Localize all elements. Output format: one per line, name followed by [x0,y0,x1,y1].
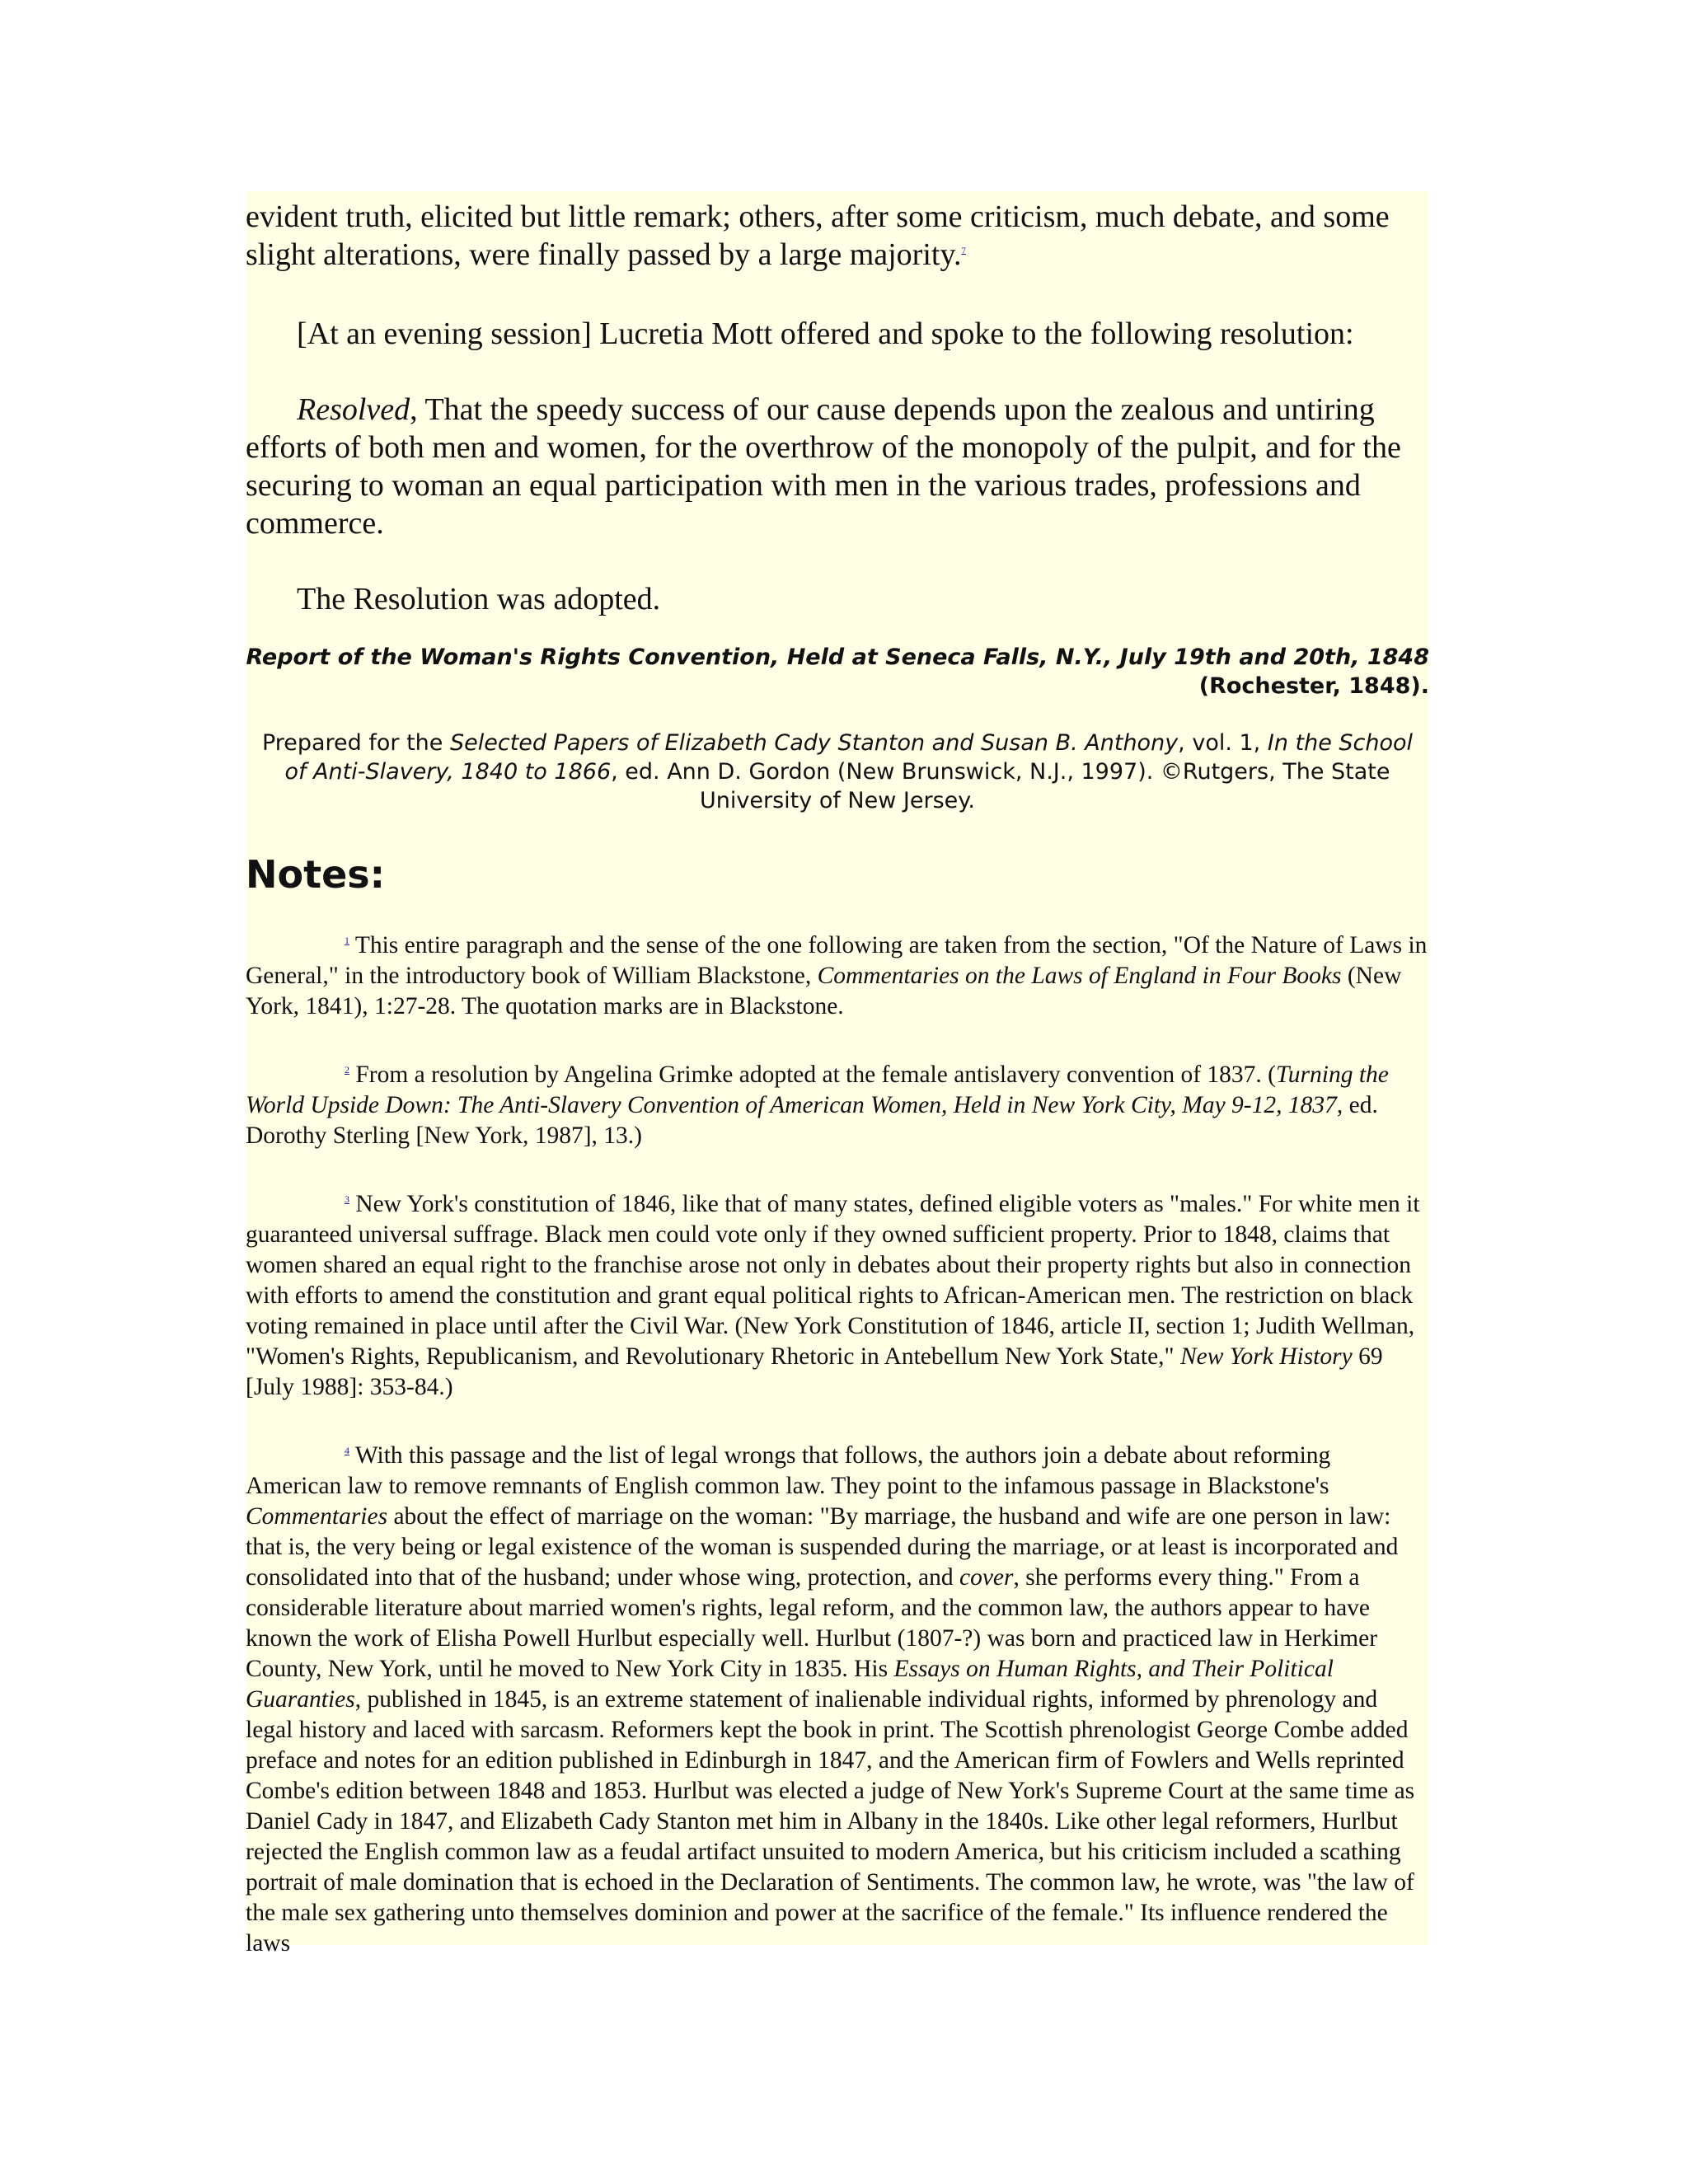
citation-title: Report of the Woman's Rights Convention, Held at Seneca Falls, N.Y., July 19th and 20th, 1848 [246,644,1429,670]
note-4 [246,1441,1429,1959]
note-3-text: New York's constitution of 1846, like that of many states, defined eligible voters as "males." For white men it guaranteed universal suffrage. Black men could vote only if they owned sufficient property. Prior to 1848, claims that women shared an equal right to the franchise arose not only in debates about their property rights but also in connection with efforts to amend the constitution and grant equal political rights to African-American men. The restriction on black voting remained in place until after the Civil War. (New York Constitution of 1846, article II, section 1; Judith Wellman, "Women's Rights, Republicanism, and Revolutionary Rhetoric in Antebellum New York State," [246,1191,1420,1370]
note-3-italic: New York History [1179,1343,1353,1370]
paragraph-continuation [246,198,1429,274]
citation-place-year: (Rochester, 1848). [1198,673,1429,699]
prepared-vol: , vol. 1, [1178,730,1268,756]
prepared-vol-title: In the School of Anti-Slavery, 1840 to 1866 [284,730,1414,785]
note-link-4[interactable]: 4 [345,1445,349,1457]
note-2-italic: Turning the World Upside Down: The Anti-Slavery Convention of American Women, Held in New York City, May 9-12, 1837 [246,1062,1389,1118]
prepared-lead: Prepared for the [261,730,450,756]
source-citation [246,643,1429,701]
note-1-text: This entire paragraph and the sense of the one following are taken from the section, "Of the Nature of Laws in General," in the introductory book of William Blackstone, [246,932,1428,989]
note-4-text-c: , she performs every thing." From a considerable literature about married women's rights, legal reform, and the common law, the authors appear to have known the work of Elisha Powell Hurlbut especially well. Hurlbut (1807-?) was born and practiced law in Herkimer County, New York, until he moved to New York City in 1835. His [246,1564,1378,1682]
paragraph-text: evident truth, elicited but little remark; others, after some criticism, much debate, and some slight alterations, were finally passed by a large majority. [246,199,1390,272]
prepared-for-note [246,729,1429,815]
footnote-link-7[interactable]: 7 [961,246,966,256]
note-4-italic-cover: cover [959,1564,1014,1591]
resolution-paragraph [246,391,1429,542]
note-4-text-d: , published in 1845, is an extreme statement of inalienable individual rights, informed by phrenology and legal history and laced with sarcasm. Reformers kept the book in print. The Scottish phrenologist George Combe added preface and notes for an edition published in Edinburgh in 1847, and the American firm of Fowlers and Wells reprinted Combe's edition between 1848 and 1853. Hurlbut was elected a judge of New York's Supreme Court at the same time as Daniel Cady in 1847, and Elizabeth Cady Stanton met him in Albany in the 1840s. Like other legal reformers, Hurlbut rejected the English common law as a feudal artifact unsuited to modern America, but his criticism included a scathing portrait of male domination that is echoed in the Declaration of Sentiments. The common law, he wrote, was "the law of the male sex gathering unto themselves dominion and power at the sacrifice of the female." Its influence rendered the laws [246,1686,1415,1957]
note-4-text: With this passage and the list of legal wrongs that follows, the authors join a debate about reforming American law to remove remnants of English common law. They point to the infamous passage in Blackstone's [246,1442,1331,1499]
note-link-2[interactable]: 2 [345,1064,349,1076]
evening-session-paragraph: [At an evening session] Lucretia Mott offered and spoke to the following resolution: [297,316,1354,351]
resolution-text: , That the speedy success of our cause depends upon the zealous and untiring efforts of both men and women, for the overthrow of the monopoly of the pulpit, and for the securing to woman an equal participation with men in the various trades, professions and commerce. [246,392,1401,541]
note-4-italic-essays: Essays on Human Rights, and Their Political Guaranties [246,1656,1334,1713]
notes-heading: Notes: [246,852,386,897]
note-2-text-end: , ed. Dorothy Sterling [New York, 1987], 13.) [246,1092,1378,1149]
note-1-italic: Commentaries on the Laws of England in Four Books [817,963,1342,989]
prepared-series: Selected Papers of Elizabeth Cady Stanton and Susan B. Anthony [450,730,1179,756]
note-3 [246,1189,1429,1403]
prepared-rest: , ed. Ann D. Gordon (New Brunswick, N.J., 1997). ©Rutgers, The State University of New Jersey. [611,759,1390,813]
resolved-word: Resolved [297,392,410,427]
note-link-1[interactable]: 1 [345,935,349,947]
adopted-paragraph: The Resolution was adopted. [297,582,661,616]
note-2 [246,1060,1429,1151]
note-4-italic-commentaries: Commentaries [246,1503,388,1530]
note-1-text-end: (New York, 1841), 1:27-28. The quotation marks are in Blackstone. [246,963,1402,1019]
note-1 [246,930,1429,1022]
footnote-ref-7[interactable] [961,246,966,255]
note-4-text-b: about the effect of marriage on the woman: "By marriage, the husband and wife are one person in law: that is, the very being or legal existence of the woman is suspended during the marriage, or at least is incorporated and consolidated into that of the husband; under whose wing, protection, and [246,1503,1399,1591]
note-link-3[interactable]: 3 [345,1193,349,1206]
note-2-text: From a resolution by Angelina Grimke adopted at the female antislavery convention of 1837. ( [349,1062,1276,1088]
document-page [246,191,1429,1957]
note-3-text-end: 69 [July 1988]: 353-84.) [246,1343,1383,1400]
